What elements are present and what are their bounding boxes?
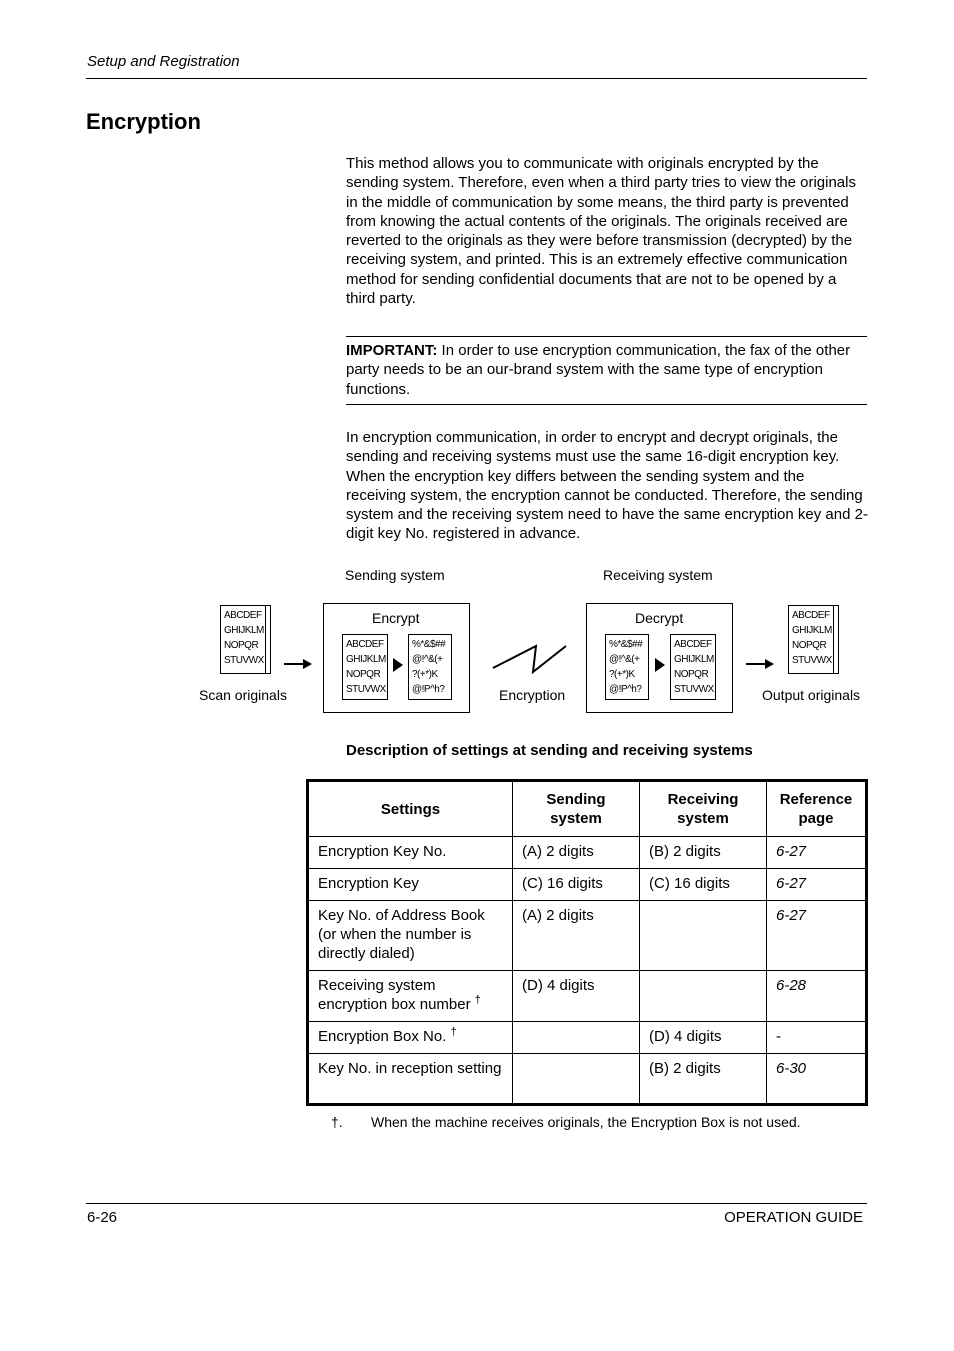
doc-line: ABCDEF [224, 610, 262, 621]
page-ref-cell: 6-27 [767, 869, 867, 901]
settings-table [306, 779, 868, 1106]
receiving-cell: (C) 16 digits [640, 869, 767, 901]
arrow-shaft [746, 663, 766, 665]
setting-cell [308, 1022, 513, 1054]
decrypt-arrow [655, 658, 665, 672]
receiving-cell [640, 901, 767, 971]
header-text: page [798, 810, 834, 827]
setting-cell [308, 1054, 513, 1105]
important-bottom-rule [346, 404, 867, 405]
sending-cell [513, 1022, 640, 1054]
sending-system-label: Sending system [345, 567, 445, 583]
doc-line: NOPQR [792, 640, 827, 651]
receiving-cell: (B) 2 digits [640, 1054, 767, 1105]
header-text: Sending [546, 791, 606, 808]
table-row [308, 1054, 867, 1105]
setting-text: Key No. of Address Book (or when the number is directly dialed) [318, 907, 485, 962]
sending-cell: (D) 4 digits [513, 971, 640, 1022]
output-originals-label: Output originals [762, 687, 861, 703]
setting-text: Receiving system encryption box number [318, 977, 471, 1013]
arrow-shaft [284, 663, 304, 665]
output-original-document [788, 605, 834, 674]
scan-original-document [220, 605, 266, 674]
dagger-mark: † [474, 994, 481, 1006]
page-number: 6-26 [87, 1209, 118, 1226]
sending-cell: (A) 2 digits [513, 837, 640, 869]
doc-line: GHIJKLM [792, 625, 832, 636]
doc-line: ABCDEF [792, 610, 830, 621]
header-text: Receiving [667, 791, 739, 808]
header-settings [308, 781, 513, 837]
guide-title: OPERATION GUIDE [724, 1209, 863, 1226]
intro-paragraph: This method allows you to communicate with originals encrypted by the sending system. Therefore, even when a third party tries to view the originals in the middle of communication by some means, the third party is prevented from knowing the actual contents of the originals. The originals received are reverted to the originals as they were before transmission (decrypted) by the receiving system, and printed. This is an extremely effective communication method for sending confidential documents that are not to be opened by a third party. [346, 155, 856, 308]
sending-cell: (C) 16 digits [513, 869, 640, 901]
doc-line: ABCDEF [346, 639, 384, 650]
setting-text: Encryption Key [318, 875, 419, 892]
receiving-cell: (D) 4 digits [640, 1022, 767, 1054]
running-header: Setup and Registration [87, 53, 240, 70]
header-text: Reference [779, 791, 853, 808]
doc-line: ?(+*)K [412, 669, 438, 680]
doc-line: %*&$## [609, 639, 643, 650]
arrow-head [303, 659, 312, 669]
setting-text: Key No. in reception setting [318, 1060, 502, 1077]
doc-line: STUVWX [224, 655, 264, 666]
footnote-mark: †. [331, 1114, 343, 1130]
encrypt-label: Encrypt [372, 610, 420, 626]
doc-line: NOPQR [224, 640, 259, 651]
plain-document [670, 634, 716, 700]
setting-cell [308, 971, 513, 1022]
table-row [308, 971, 867, 1022]
footnote-text: When the machine receives originals, the Encryption Box is not used. [371, 1114, 801, 1130]
doc-line: GHIJKLM [674, 654, 714, 665]
transmission-icon [490, 640, 570, 680]
footer-rule [86, 1203, 867, 1204]
doc-line: ABCDEF [674, 639, 712, 650]
receiving-cell: (B) 2 digits [640, 837, 767, 869]
doc-line: STUVWX [674, 684, 714, 695]
sending-cell: (A) 2 digits [513, 901, 640, 971]
table-caption: Description of settings at sending and receiving systems [346, 742, 753, 759]
page-ref-cell: 6-28 [767, 971, 867, 1022]
doc-line: STUVWX [792, 655, 832, 666]
page-ref-cell: 6-30 [767, 1054, 867, 1105]
important-text: In order to use encryption communication, the fax of the other party needs to be an our-brand system with the same type of encryption functions. [346, 342, 851, 398]
important-label: IMPORTANT: [346, 342, 438, 359]
important-note [346, 341, 868, 399]
table-header-row [308, 781, 867, 837]
encryption-label: Encryption [499, 687, 566, 703]
header-reference [767, 781, 867, 837]
setting-cell [308, 901, 513, 971]
doc-line: GHIJKLM [224, 625, 264, 636]
doc-line: NOPQR [674, 669, 709, 680]
cipher-document [605, 634, 649, 700]
setting-cell [308, 869, 513, 901]
page-ref-cell: 6-27 [767, 901, 867, 971]
doc-line: @!^&(+ [412, 654, 443, 665]
table-row [308, 837, 867, 869]
page-title: Encryption [86, 109, 201, 134]
doc-line: STUVWX [346, 684, 386, 695]
receiving-system-label: Receiving system [603, 567, 713, 583]
header-text: system [550, 810, 602, 827]
arrow-head [765, 659, 774, 669]
setting-text: Encryption Box No. [318, 1028, 447, 1045]
doc-line: ?(+*)K [609, 669, 635, 680]
doc-line: @!^&(+ [609, 654, 640, 665]
page-ref-cell: 6-27 [767, 837, 867, 869]
scan-originals-label: Scan originals [199, 687, 287, 703]
body-paragraph: In encryption communication, in order to encrypt and decrypt originals, the sending and receiving systems must use the same 16-digit encryption key. When the encryption key differs between the sending system and the receiving system, the encryption cannot be conducted. Therefore, the sending system and the receiving system need to have the same encryption key and 2-digit key No. registered in advance. [346, 429, 868, 543]
dagger-mark: † [450, 1026, 457, 1038]
setting-text: Encryption Key No. [318, 843, 447, 860]
header-receiving [640, 781, 767, 837]
receiving-cell [640, 971, 767, 1022]
cipher-document [408, 634, 452, 700]
header-text: system [677, 810, 729, 827]
table-row [308, 901, 867, 971]
header-rule [86, 78, 867, 79]
doc-line: NOPQR [346, 669, 381, 680]
important-top-rule [346, 336, 867, 337]
encrypt-arrow [393, 658, 403, 672]
header-text: Settings [380, 800, 441, 818]
doc-line: @!P^h? [609, 684, 642, 695]
sending-cell [513, 1054, 640, 1105]
doc-line: %*&$## [412, 639, 446, 650]
page-ref-cell: - [767, 1022, 867, 1054]
doc-line: GHIJKLM [346, 654, 386, 665]
doc-line: @!P^h? [412, 684, 445, 695]
table-row [308, 869, 867, 901]
table-row [308, 1022, 867, 1054]
plain-document [342, 634, 388, 700]
setting-cell [308, 837, 513, 869]
decrypt-label: Decrypt [635, 610, 684, 626]
header-sending [513, 781, 640, 837]
